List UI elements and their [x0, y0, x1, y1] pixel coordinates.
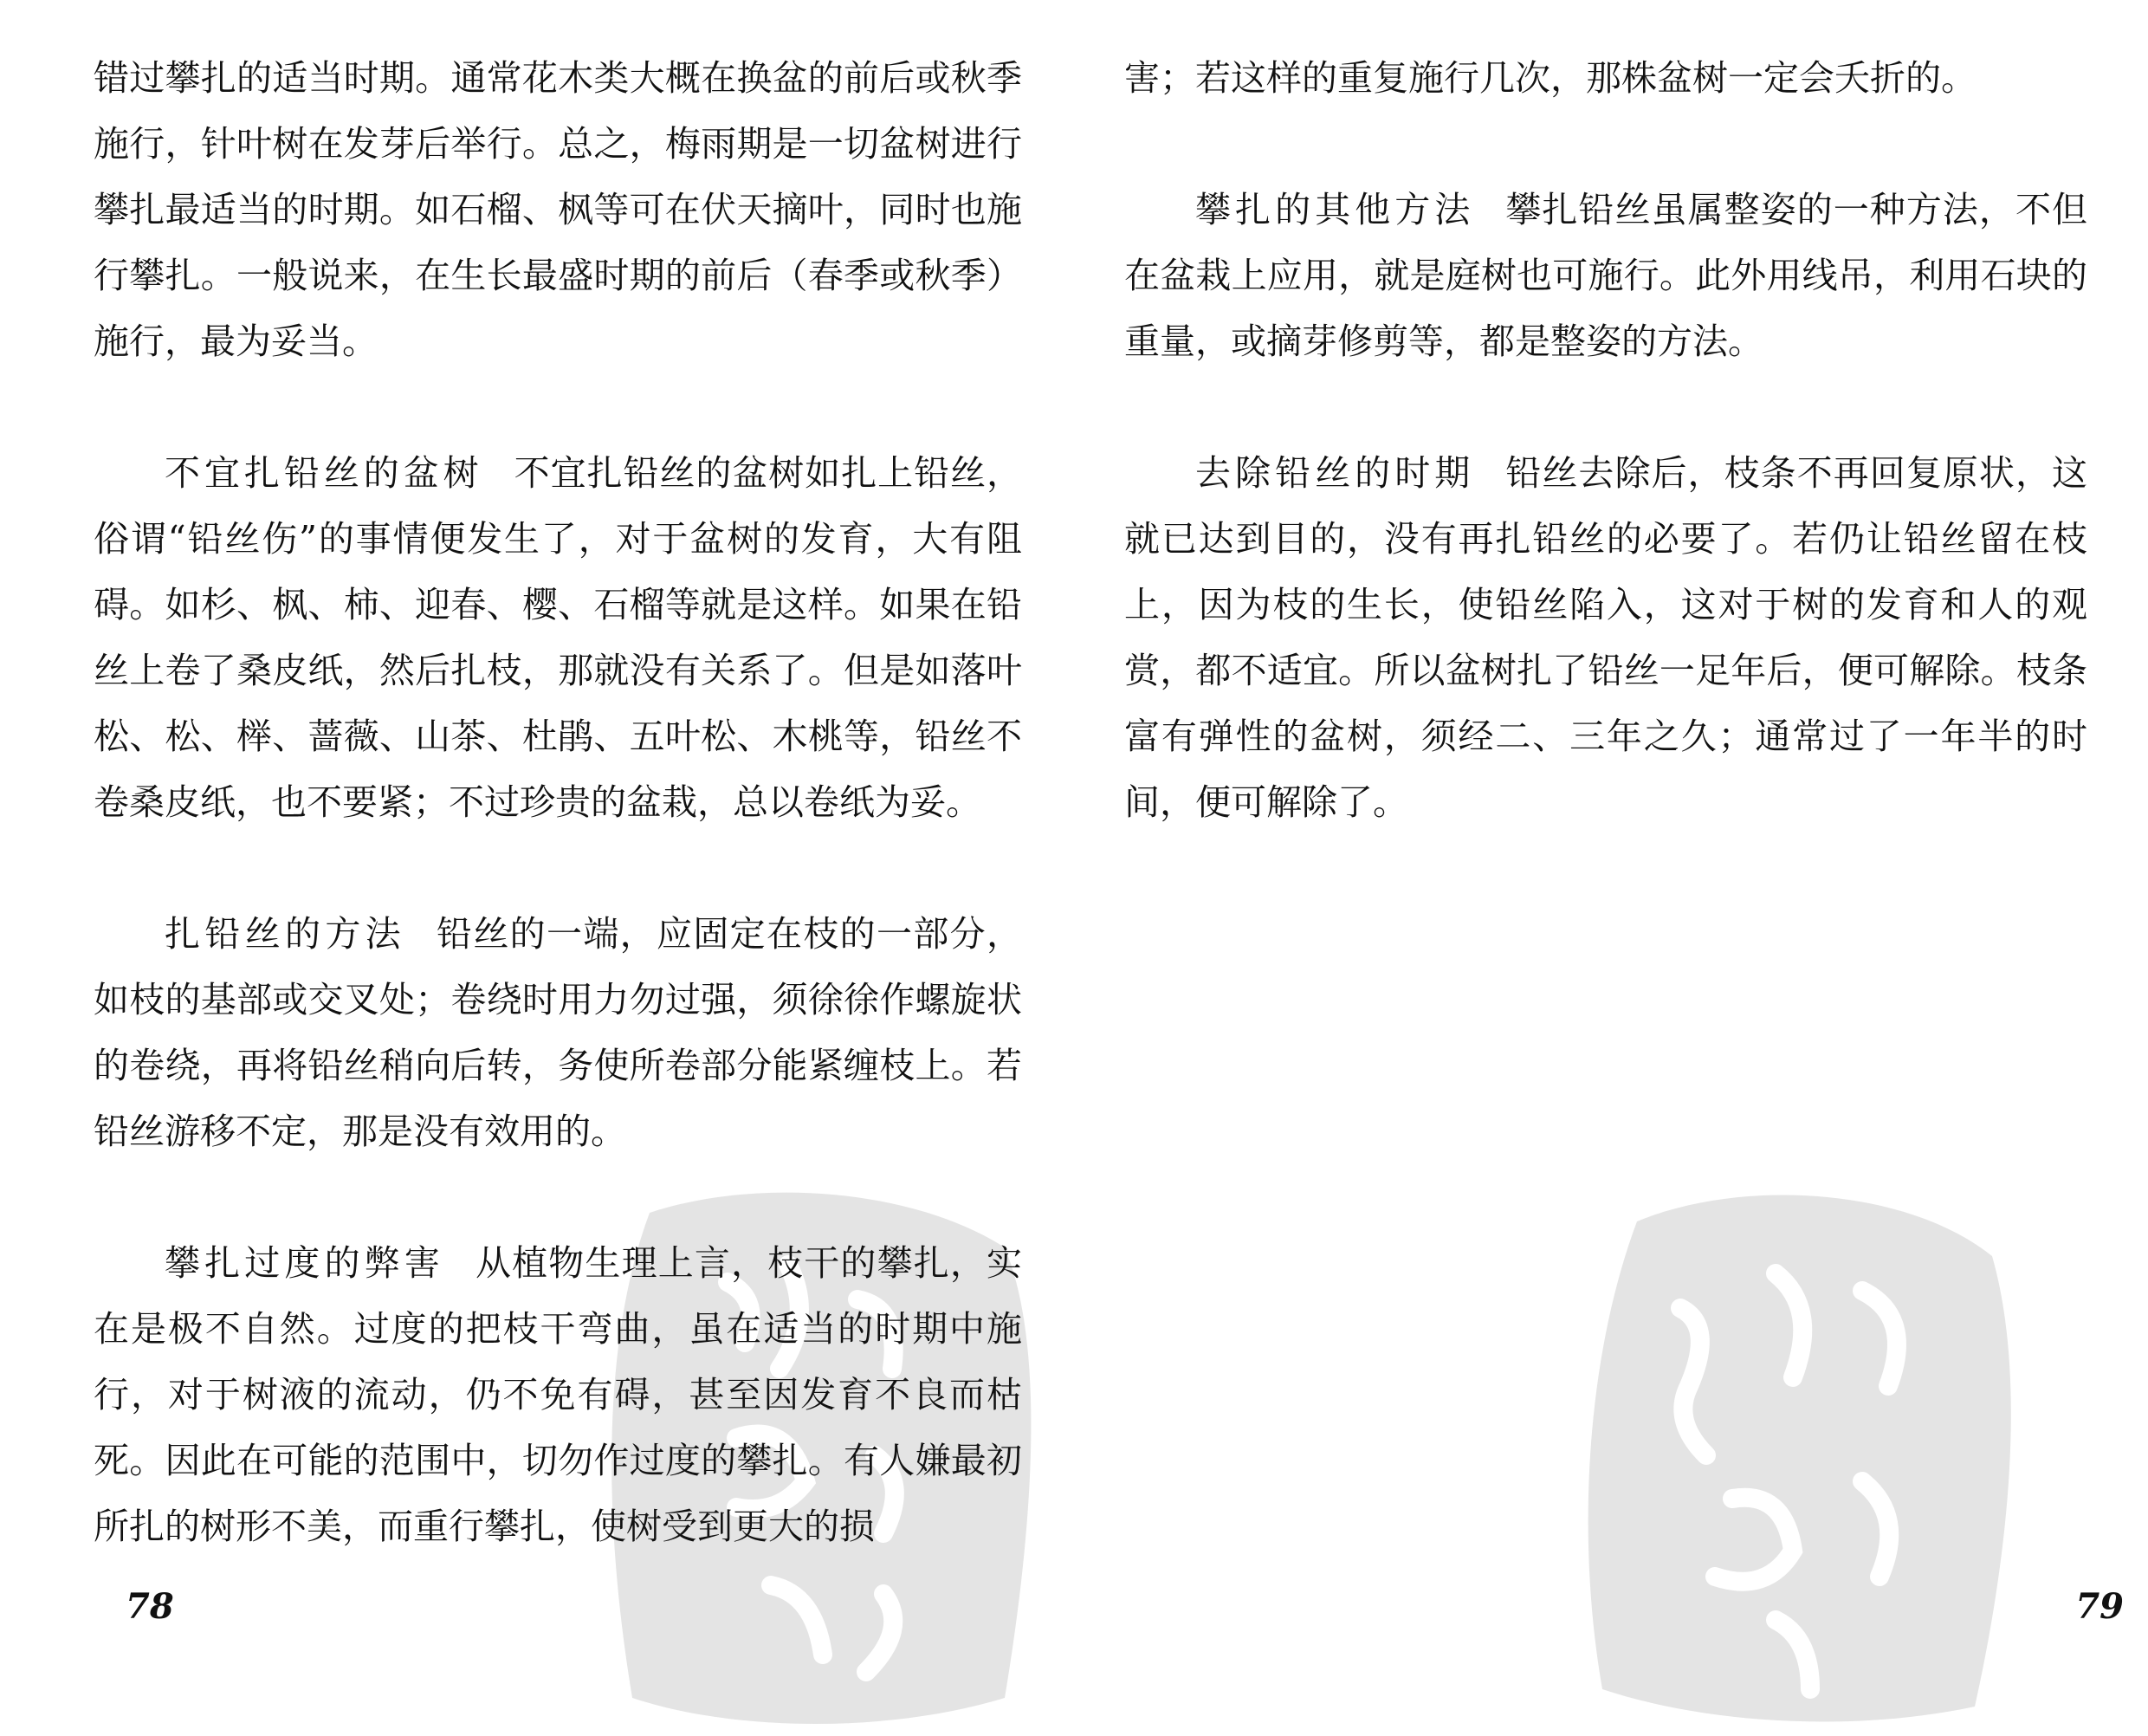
- left-page: [0, 0, 1074, 1649]
- section-body: 攀扎铅丝虽属整姿的一种方法，不但在盆栽上应用，就是庭树也可施行。此外用线吊，利用石块的重量，或摘芽修剪等，都是整姿的方法。: [1124, 189, 2088, 362]
- paragraph-wire-removal: [1124, 440, 2087, 835]
- paragraph-unsuitable-trees: [94, 440, 1022, 835]
- right-page: [1074, 0, 2148, 1649]
- section-heading: 去除铅丝的时期: [1195, 452, 1475, 494]
- paragraph-continued: 害；若这样的重复施行几次，那株盆树一定会夭折的。: [1124, 57, 1977, 99]
- library-seal-watermark: [1576, 1169, 2027, 1724]
- right-text-column: [1124, 45, 2087, 835]
- section-body: 从植物生理上言，枝干的攀扎，实在是极不自然。过度的把枝干弯曲，虽在适当的时期中施行，对于树液的流动，仍不免有碍，甚至因发育不良而枯死。因此在可能的范围中，切勿作过度的攀扎。有人嫌最初所扎的树形不美，而重行攀扎，使树受到更大的损: [94, 1242, 1022, 1547]
- paragraph-wiring-method: [94, 901, 1022, 1164]
- page-number: 78: [126, 1586, 174, 1627]
- section-body: 不宜扎铅丝的盆树如扎上铅丝，俗谓“铅丝伤”的事情便发生了，对于盆树的发育，大有阻碍。如杉、枫、柿、迎春、樱、石榴等就是这样。如果在铅丝上卷了桑皮纸，然后扎枝，那就没有关系了。但是如落叶松、松、榉、蔷薇、山茶、杜鹃、五叶松、木桃等，铅丝不卷桑皮纸，也不要紧；不过珍贵的盆栽，总以卷纸为妥。: [94, 452, 1023, 823]
- left-text-column: [94, 45, 1022, 1559]
- paragraph-continued: 错过攀扎的适当时期。通常花木类大概在换盆的前后或秋季施行，针叶树在发芽后举行。总之，梅雨期是一切盆树进行攀扎最适当的时期。如石榴、枫等可在伏天摘叶，同时也施行攀扎。一般说来，在生长最盛时期的前后（春季或秋季）施行，最为妥当。: [94, 57, 1022, 362]
- section-heading: 不宜扎铅丝的盆树: [165, 452, 483, 494]
- paragraph-over-bending-harm: [94, 1230, 1022, 1559]
- section-body: 铅丝去除后，枝条不再回复原状，这就已达到目的，没有再扎铅丝的必要了。若仍让铅丝留在枝上，因为枝的生长，使铅丝陷入，这对于树的发育和人的观赏，都不适宜。所以盆树扎了铅丝一足年后，便可解除。枝条富有弹性的盆树，须经二、三年之久；通常过了一年半的时间，便可解除了。: [1124, 452, 2088, 823]
- page-number: 79: [2075, 1586, 2124, 1627]
- seal-icon: [1576, 1169, 2027, 1724]
- section-body: 铅丝的一端，应固定在枝的一部分，如枝的基部或交叉处；卷绕时用力勿过强，须徐徐作螺旋状的卷绕，再将铅丝稍向后转，务使所卷部分能紧缠枝上。若铅丝游移不定，那是没有效用的。: [94, 913, 1022, 1152]
- section-heading: 攀扎过度的弊害: [165, 1242, 444, 1284]
- section-heading: 扎铅丝的方法: [165, 913, 405, 955]
- section-heading: 攀扎的其他方法: [1195, 189, 1475, 230]
- paragraph-other-methods: [1124, 177, 2087, 374]
